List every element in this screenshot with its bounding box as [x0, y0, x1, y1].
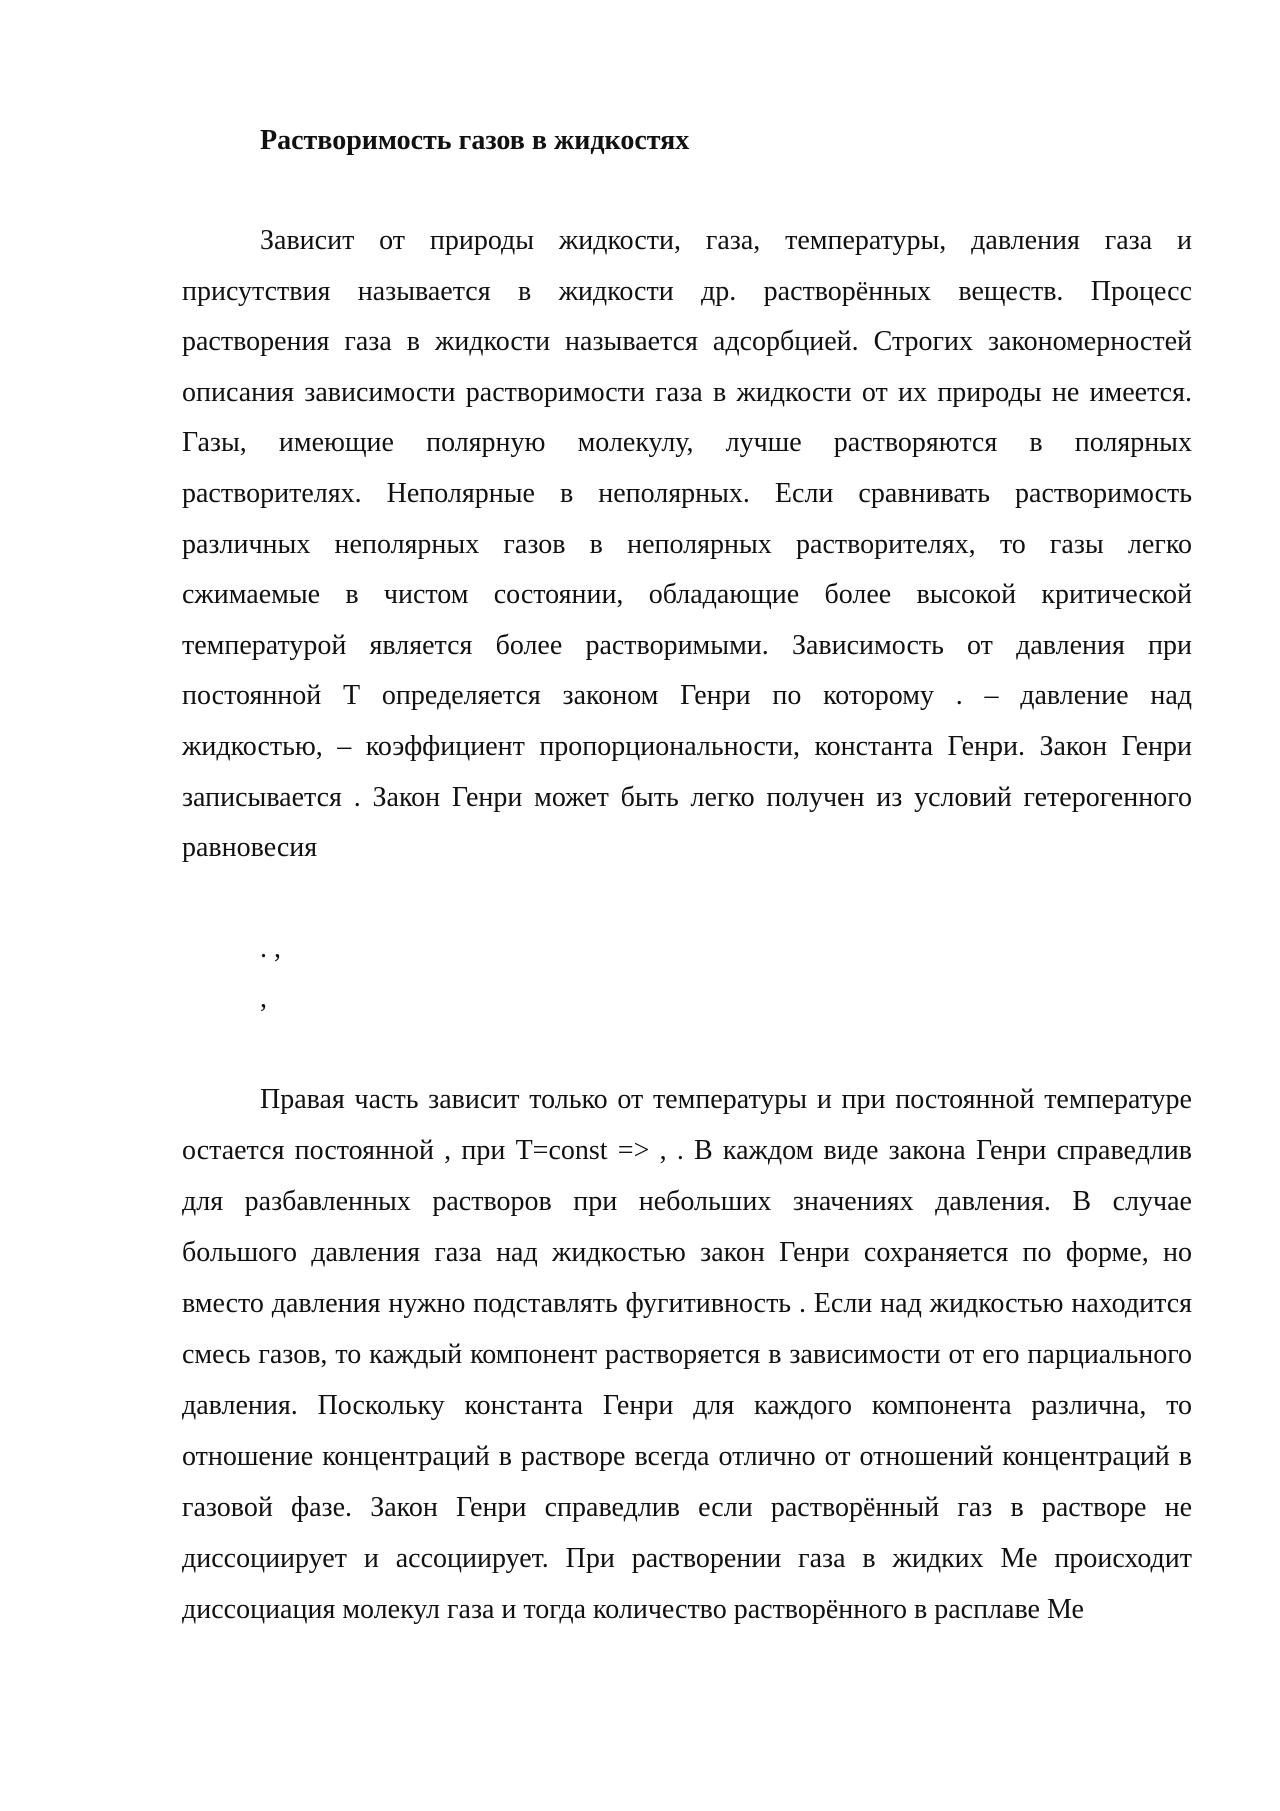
blank-line — [182, 166, 1192, 216]
paragraph-henry-law-intro: Зависит от природы жидкости, газа, температуры, давления газа и присутствия называется в жидкости др. растворённых веществ. Процесс растворения газа в жидкости называется адсорбцией. Строгих закономерностей описания зависимости растворимости газа в жидкости от их природы не имеется. Газы, имеющие полярную молекулу, лучше растворяются в полярных растворителях. Неполярные в неполярных. Если сравнивать растворимость различных неполярных газов в неполярных растворителях, то газы легко сжимаемые в чистом состоянии, обладающие более высокой критической температурой является более растворимыми. Зависимость от давления при постоянной Т определяется законом Генри по которому . – давление над жидкостью, – коэффициент пропорциональности, константа Генри. Закон Генри записывается . Закон Генри может быть легко получен из условий гетерогенного равновесия — [182, 225, 1192, 864]
blank-line — [182, 874, 1192, 924]
formula-line: . , — [260, 932, 281, 964]
formula-line: , — [260, 982, 267, 1014]
formula-block — [182, 924, 1192, 1024]
document-content — [182, 116, 1192, 1635]
blank-line — [182, 1024, 1192, 1074]
document-title: Растворимость газов в жидкостях — [260, 125, 690, 156]
paragraph-henry-law-conditions: Правая часть зависит только от температуры и при постоянной температуре остается постоянной , при T=const => , . В каждом виде закона Генри справедлив для разбавленных растворов при небольших значениях давления. В случае большого давления газа над жидкостью закон Генри сохраняется по форме, но вместо давления нужно подставлять фугитивность . Если над жидкостью находится смесь газов, то каждый компонент растворяется в зависимости от его парциального давления. Поскольку константа Генри для каждого компонента различна, то отношение концентраций в растворе всегда отлично от отношений концентраций в газовой фазе. Закон Генри справедлив если растворённый газ в растворе не диссоциирует и ассоциирует. При растворении газа в жидких Ме происходит диссоциация молекул газа и тогда количество растворённого в расплаве Ме — [182, 1083, 1192, 1625]
